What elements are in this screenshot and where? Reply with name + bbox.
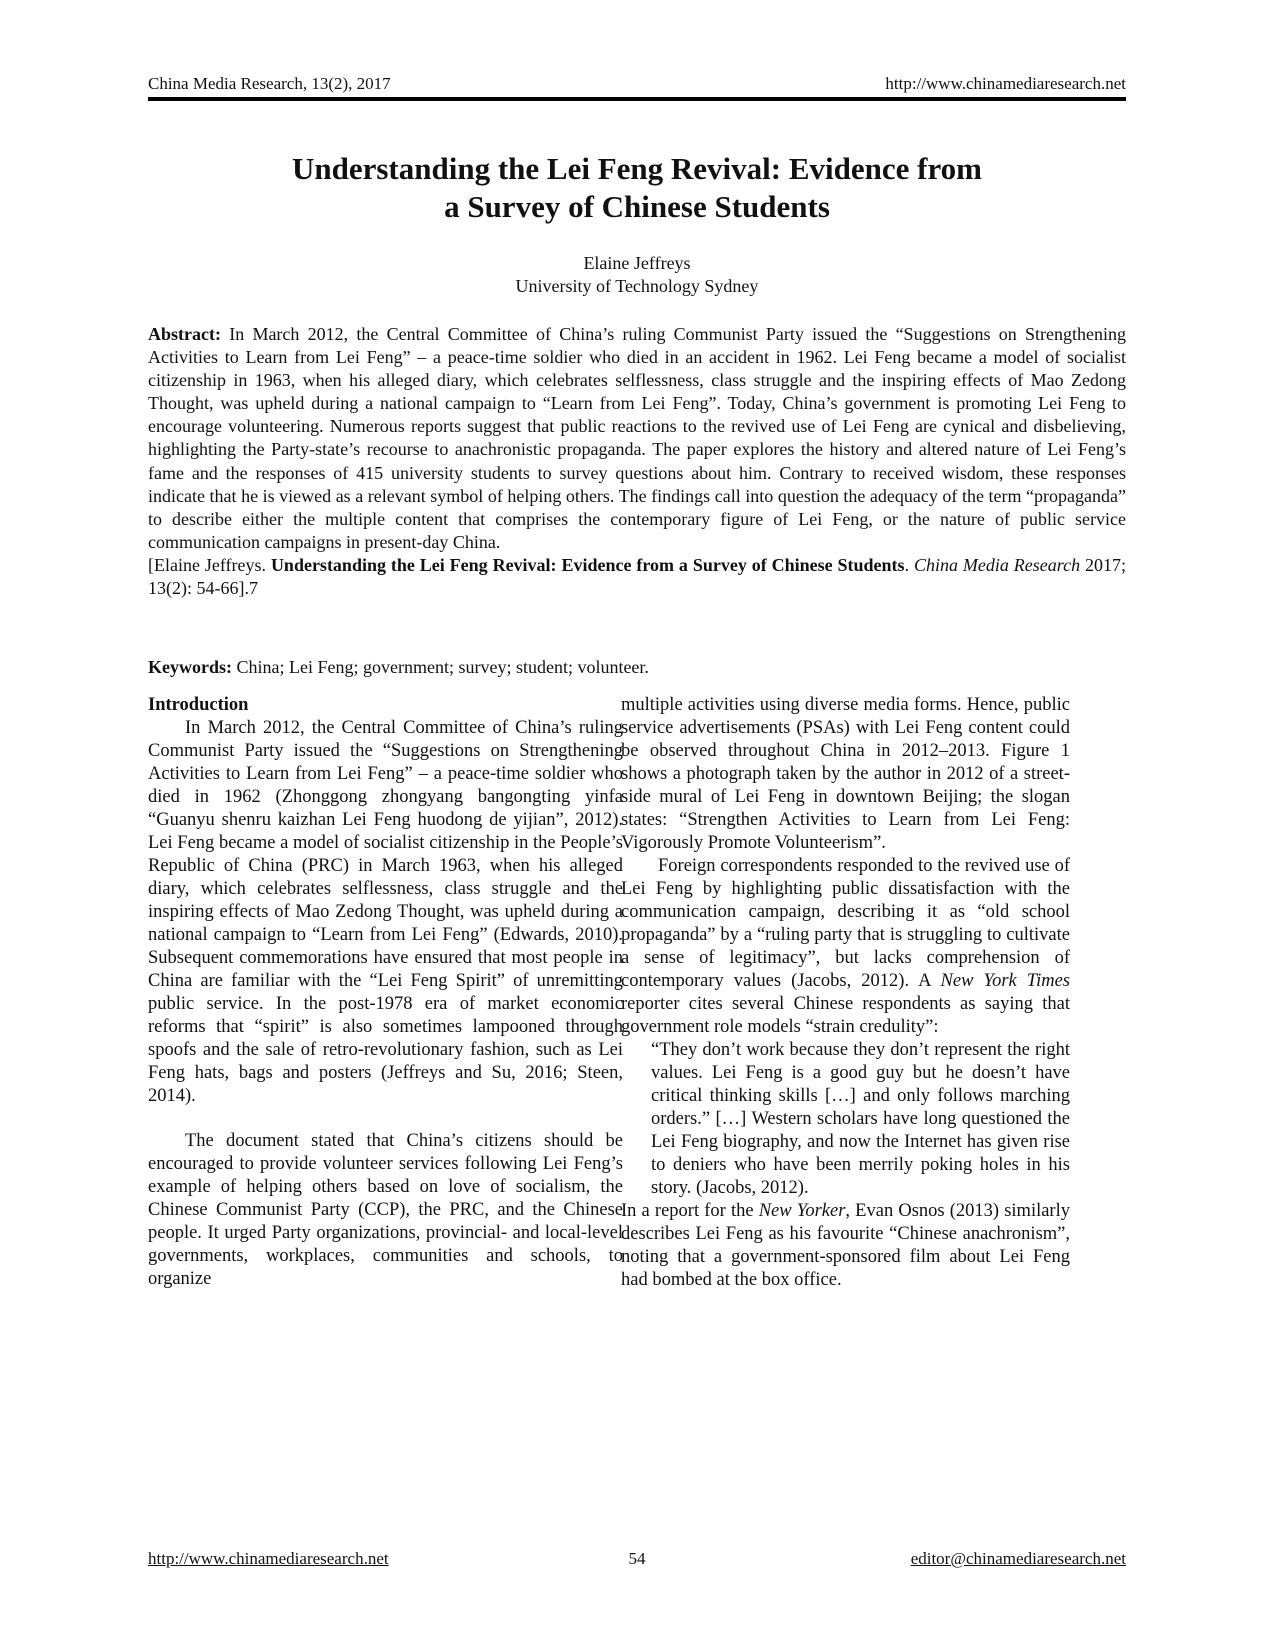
running-header bbox=[148, 74, 1126, 98]
abstract-label: Abstract: bbox=[148, 324, 221, 344]
citation-rest: 2017; 13(2): 54-66].7 bbox=[148, 554, 1126, 599]
intro-paragraph-2: The document stated that China’s citizens should be encouraged to provide volunteer services following Lei Feng’s example of helping others based on love of socialism, the Chinese Communist Party (CCP), the PRC, and the Chinese people. It urged Party organizations, provincial- and local-level governments, workplaces, communities and schools, to organize bbox=[148, 1131, 623, 1289]
author-block bbox=[148, 252, 1126, 298]
abstract-text: In March 2012, the Central Committee of China’s ruling Communist Party issued the “Suggestions on Strengthening Activities to Learn from Lei Feng” – a peace-time soldier who died in an accident in 1962. Lei Feng became a model of socialist citizenship in 1963, when his alleged diary, which celebrates selflessness, class struggle and the inspiring effects of Mao Zedong Thought, was upheld during a national campaign to “Learn from Lei Feng”. Today, China’s government is promoting Lei Feng to encourage volunteering. Numerous reports suggest that public reactions to the revived use of Lei Feng are cynical and disbelieving, highlighting the Party-state’s recourse to anachronistic propaganda. The paper explores the history and altered nature of Lei Feng’s fame and the responses of 415 university students to survey questions about him. Contrary to received wisdom, these responses indicate that he is viewed as a relevant symbol of helping others. The findings call into question the adequacy of the term “propaganda” to describe either the multiple content that comprises the contemporary figure of Lei Feng, or the nature of public service communication campaigns in present-day China. bbox=[148, 324, 1126, 552]
footer-email-link[interactable]: editor@chinamediaresearch.net bbox=[910, 1549, 1126, 1568]
right-paragraph-3 bbox=[621, 1200, 1070, 1292]
para2-rest: reporter cites several Chinese respondents as saying that government role models “strain credulity”: bbox=[621, 994, 1070, 1037]
header-rule bbox=[148, 97, 1126, 101]
right-paragraph-2 bbox=[621, 855, 1070, 1039]
abstract bbox=[148, 323, 1126, 600]
citation-dot: . bbox=[904, 554, 914, 575]
citation-journal: China Media Research bbox=[913, 554, 1081, 575]
para3-pre: In a report for the bbox=[621, 1201, 759, 1221]
author-affiliation: University of Technology Sydney bbox=[515, 276, 759, 296]
para2-italic: New York Times bbox=[940, 971, 1070, 991]
right-paragraph-1: multiple activities using diverse media forms. Hence, public service advertisements (PSAs) with Lei Feng content could be observed throughout China in 2012–2013. Figure 1 shows a photograph taken by the author in 2012 of a street-side mural of Lei Feng in downtown Beijing; the slogan states: “Strengthen Activities to Learn from Lei Feng: Vigorously Promote Volunteerism”. bbox=[621, 695, 1070, 853]
keywords bbox=[148, 656, 1126, 679]
intro-paragraph-1: In March 2012, the Central Committee of China’s ruling Communist Party issued the “Suggestions on Strengthening Activities to Learn from Lei Feng” – a peace-time soldier who died in 1962 (Zhonggong zhongyang bangongting yinfa “Guanyu shenru kaizhan Lei Feng huodong de yijian”, 2012). Lei Feng became a model of socialist citizenship in the People’s Republic of China (PRC) in March 1963, when his alleged diary, which celebrates selflessness, class struggle and the inspiring effects of Mao Zedong Thought, was upheld during a national campaign to “Learn from Lei Feng” (Edwards, 2010). Subsequent commemorations have ensured that most people in China are familiar with the “Lei Feng Spirit” of unremitting public service. In the post-1978 era of market economic reforms that “spirit” is also sometimes lampooned through spoofs and the sale of retro-revolutionary fashion, such as Lei Feng hats, bags and posters (Jeffreys and Su, 2016; Steen, 2014). bbox=[148, 718, 623, 1106]
footer-url-link[interactable]: http://www.chinamediaresearch.net bbox=[148, 1549, 389, 1568]
para2-text: Foreign correspondents responded to the revived use of Lei Feng by highlighting public dissatisfaction with the communication campaign, describing it as “old school propaganda” by a “ruling party that is struggling to cultivate a sense of legitimacy”, but lacks comprehension of contemporary values (Jacobs, 2012). A bbox=[621, 856, 1070, 991]
title-line-2: a Survey of Chinese Students bbox=[444, 189, 830, 224]
paper-title bbox=[148, 150, 1126, 226]
left-column bbox=[148, 694, 623, 1291]
page-footer bbox=[148, 1549, 1126, 1573]
keywords-label: Keywords: bbox=[148, 657, 232, 677]
abstract-citation bbox=[148, 554, 1126, 600]
para3-rest: , Evan Osnos (2013) similarly describes Lei Feng as his favourite “Chinese anachronism”, noting that a government-sponsored film about Lei Feng had bombed at the box office. bbox=[621, 1201, 1070, 1290]
para3-italic: New Yorker bbox=[758, 1201, 846, 1221]
page-number: 54 bbox=[628, 1549, 646, 1568]
journal-url[interactable]: http://www.chinamediaresearch.net bbox=[885, 74, 1126, 93]
citation-title: Understanding the Lei Feng Revival: Evidence from a Survey of Chinese Students bbox=[270, 554, 905, 575]
block-quote: “They don’t work because they don’t represent the right values. Lei Feng is a good guy but he doesn’t have critical thinking skills […] and only follows marching orders.” […] Western scholars have long questioned the Lei Feng biography, and now the Internet has given rise to deniers who have been merrily poking holes in his story. (Jacobs, 2012). bbox=[651, 1040, 1070, 1198]
keywords-text: China; Lei Feng; government; survey; student; volunteer. bbox=[232, 657, 649, 677]
section-heading-introduction: Introduction bbox=[148, 695, 249, 715]
journal-citation: China Media Research, 13(2), 2017 bbox=[148, 74, 391, 93]
citation-open: [Elaine Jeffreys. bbox=[148, 554, 271, 575]
abstract-body bbox=[148, 323, 1126, 554]
title-line-1: Understanding the Lei Feng Revival: Evidence from bbox=[291, 151, 982, 186]
right-column bbox=[621, 694, 1070, 1292]
author-name: Elaine Jeffreys bbox=[583, 253, 691, 273]
